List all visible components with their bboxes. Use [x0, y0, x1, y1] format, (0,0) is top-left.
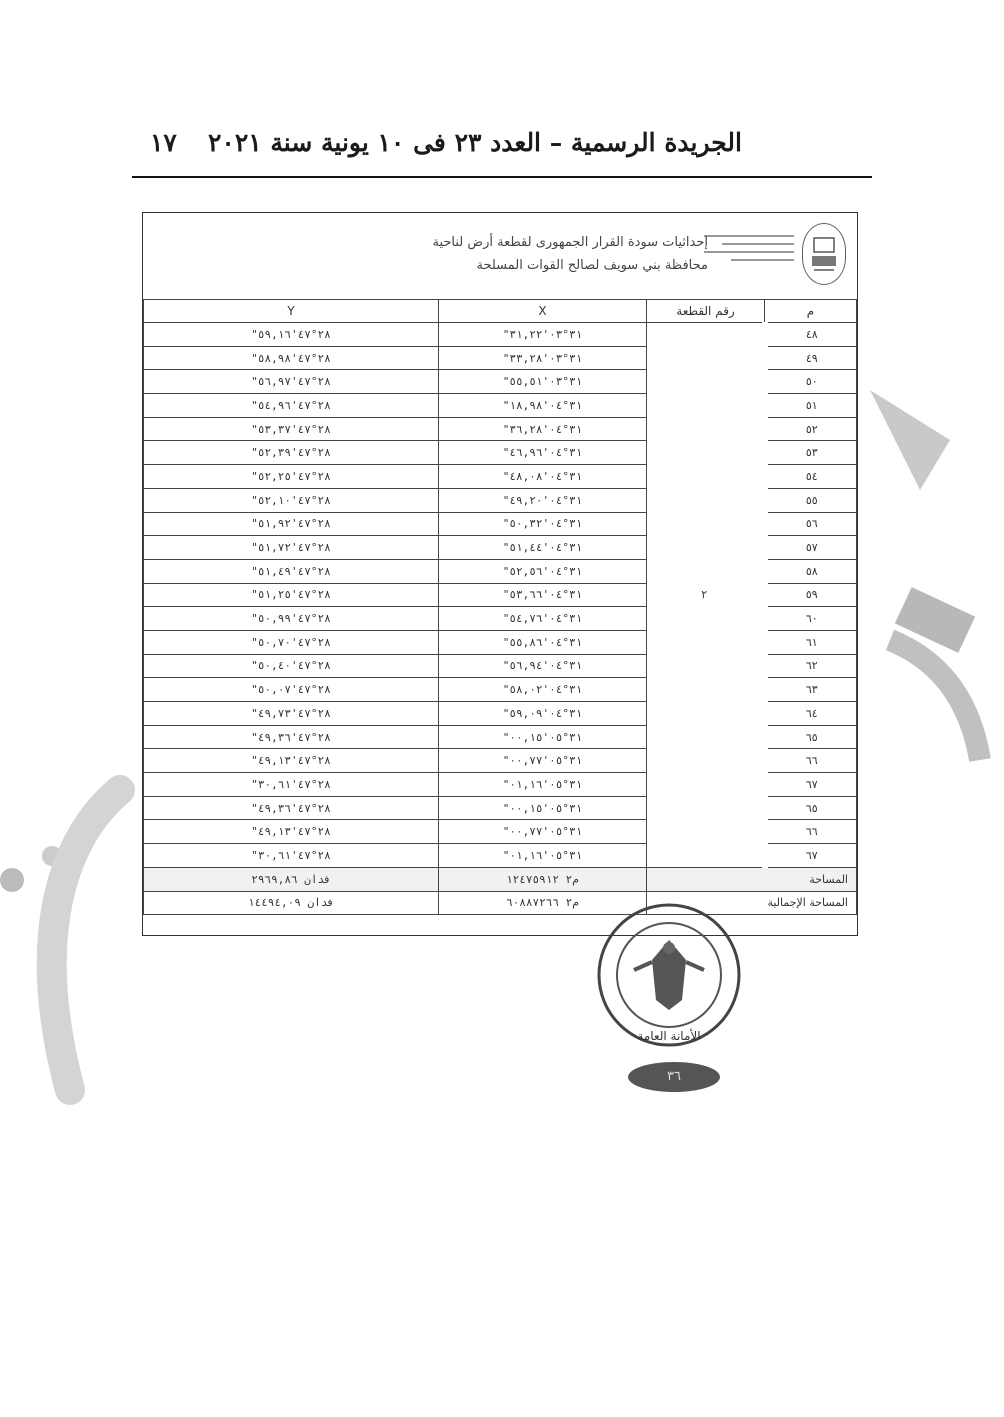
y-coordinate: ٢٨°٤٧'٥٠,٧٠": [144, 630, 439, 654]
row-number: ٥١: [765, 394, 857, 418]
area-sqm: م٢ ١٢٤٧٥٩١٢: [439, 867, 647, 891]
page-title: الجريدة الرسمية – العدد ٢٣ فى ١٠ يونية سنة ٢٠٢١: [207, 128, 742, 157]
y-coordinate: ٢٨°٤٧'٥٦,٩٧": [144, 370, 439, 394]
watermark-text-icon: [860, 380, 1004, 800]
row-number: ٦٦: [765, 820, 857, 844]
x-coordinate: ٣١°٠٣'٣١,٢٢": [439, 323, 647, 347]
total-area-row: [144, 891, 857, 915]
total-area-sqm: م٢ ٦٠٨٨٧٢٦٦: [439, 891, 647, 915]
table-body: [144, 323, 857, 868]
area-label: المساحة: [647, 867, 857, 891]
row-number: ٤٨: [765, 323, 857, 347]
total-area-feddan: فدان ١٤٤٩٤,٠٩: [144, 891, 439, 915]
y-coordinate: ٢٨°٤٧'٣٠,٦١": [144, 773, 439, 797]
row-number: ٥٥: [765, 488, 857, 512]
y-coordinate: ٢٨°٤٧'٥٢,٣٩": [144, 441, 439, 465]
x-coordinate: ٣١°٠٤'١٨,٩٨": [439, 394, 647, 418]
page-header: [132, 128, 872, 168]
table-row: [144, 323, 857, 347]
row-number: ٥٩: [765, 583, 857, 607]
table-header-row: [144, 300, 857, 323]
x-coordinate: ٣١°٠٥'٠٠,١٥": [439, 796, 647, 820]
row-number: ٦٦: [765, 749, 857, 773]
y-coordinate: ٢٨°٤٧'٥٨,٩٨": [144, 346, 439, 370]
row-number: ٥٢: [765, 417, 857, 441]
x-coordinate: ٣١°٠٤'٥٢,٥٦": [439, 559, 647, 583]
watermark-icon: [0, 760, 150, 1120]
y-coordinate: ٢٨°٤٧'٥٠,٤٠": [144, 654, 439, 678]
y-coordinate: ٢٨°٤٧'٥١,٧٢": [144, 536, 439, 560]
area-feddan: فدان ٢٩٦٩,٨٦: [144, 867, 439, 891]
x-coordinate: ٣١°٠٥'٠١,١٦": [439, 773, 647, 797]
total-area-label: المساحة الإجمالية: [647, 891, 857, 915]
col-header-x: X: [439, 300, 647, 323]
row-number: ٥٦: [765, 512, 857, 536]
x-coordinate: ٣١°٠٤'٥٩,٠٩": [439, 702, 647, 726]
coordinates-table: [143, 299, 857, 915]
y-coordinate: ٢٨°٤٧'٥١,٩٢": [144, 512, 439, 536]
x-coordinate: ٣١°٠٤'٤٨,٠٨": [439, 465, 647, 489]
x-coordinate: ٣١°٠٤'٥١,٤٤": [439, 536, 647, 560]
seal-number: ٣٦: [628, 1062, 720, 1092]
y-coordinate: ٢٨°٤٧'٥٠,٩٩": [144, 607, 439, 631]
area-row: [144, 867, 857, 891]
row-number: ٦٥: [765, 796, 857, 820]
row-number: ٥٤: [765, 465, 857, 489]
x-coordinate: ٣١°٠٣'٥٥,٥١": [439, 370, 647, 394]
logo-lines-icon: [704, 235, 794, 275]
row-number: ٦٥: [765, 725, 857, 749]
col-header-num: م: [765, 300, 857, 323]
heading-line-2: محافظة بني سويف لصالح القوات المسلحة: [476, 258, 708, 273]
col-header-plot: رقم القطعة: [647, 300, 765, 323]
x-coordinate: ٣١°٠٣'٣٣,٢٨": [439, 346, 647, 370]
y-coordinate: ٢٨°٤٧'٥٣,٣٧": [144, 417, 439, 441]
y-coordinate: ٢٨°٤٧'٤٩,٣٦": [144, 796, 439, 820]
x-coordinate: ٣١°٠٤'٤٦,٩٦": [439, 441, 647, 465]
y-coordinate: ٢٨°٤٧'٥١,٢٥": [144, 583, 439, 607]
row-number: ٦٢: [765, 654, 857, 678]
x-coordinate: ٣١°٠٤'٥٣,٦٦": [439, 583, 647, 607]
x-coordinate: ٣١°٠٥'٠٠,٧٧": [439, 749, 647, 773]
header-divider: [132, 176, 872, 178]
x-coordinate: ٣١°٠٤'٥٥,٨٦": [439, 630, 647, 654]
y-coordinate: ٢٨°٤٧'٤٩,٣٦": [144, 725, 439, 749]
official-seal-icon: [594, 900, 744, 1050]
x-coordinate: ٣١°٠٥'٠٠,١٥": [439, 725, 647, 749]
row-number: ٦٧: [765, 844, 857, 868]
y-coordinate: ٢٨°٤٧'٥٢,١٠": [144, 488, 439, 512]
x-coordinate: ٣١°٠٤'٥٤,٧٦": [439, 607, 647, 631]
row-number: ٥٠: [765, 370, 857, 394]
heading-line-1: إحداثيات سودة القرار الجمهورى لقطعة أرض لناحية: [432, 235, 708, 250]
row-number: ٦٣: [765, 678, 857, 702]
seal-text: الأمانة العامة: [637, 1029, 701, 1043]
y-coordinate: ٢٨°٤٧'٥٠,٠٧": [144, 678, 439, 702]
x-coordinate: ٣١°٠٤'٣٦,٢٨": [439, 417, 647, 441]
page-number: ١٧: [150, 128, 177, 157]
row-number: ٦١: [765, 630, 857, 654]
document-heading: [143, 213, 856, 300]
row-number: ٦٧: [765, 773, 857, 797]
y-coordinate: ٢٨°٤٧'٤٩,٧٣": [144, 702, 439, 726]
y-coordinate: ٢٨°٤٧'٥٤,٩٦": [144, 394, 439, 418]
x-coordinate: ٣١°٠٥'٠٠,٧٧": [439, 820, 647, 844]
x-coordinate: ٣١°٠٤'٥٦,٩٤": [439, 654, 647, 678]
y-coordinate: ٢٨°٤٧'٤٩,١٣": [144, 749, 439, 773]
coordinates-document: [142, 212, 858, 936]
y-coordinate: ٢٨°٤٧'٥٩,١٦": [144, 323, 439, 347]
row-number: ٦٤: [765, 702, 857, 726]
x-coordinate: ٣١°٠٥'٠١,١٦": [439, 844, 647, 868]
y-coordinate: ٢٨°٤٧'٤٩,١٣": [144, 820, 439, 844]
row-number: ٥٧: [765, 536, 857, 560]
y-coordinate: ٢٨°٤٧'٥١,٤٩": [144, 559, 439, 583]
x-coordinate: ٣١°٠٤'٤٩,٢٠": [439, 488, 647, 512]
plot-number: ٢: [647, 323, 765, 868]
row-number: ٤٩: [765, 346, 857, 370]
x-coordinate: ٣١°٠٤'٥٨,٠٢": [439, 678, 647, 702]
row-number: ٦٠: [765, 607, 857, 631]
row-number: ٥٨: [765, 559, 857, 583]
emblem-icon: [802, 223, 846, 285]
col-header-y: Y: [144, 300, 439, 323]
x-coordinate: ٣١°٠٤'٥٠,٣٢": [439, 512, 647, 536]
y-coordinate: ٢٨°٤٧'٣٠,٦١": [144, 844, 439, 868]
y-coordinate: ٢٨°٤٧'٥٢,٢٥": [144, 465, 439, 489]
row-number: ٥٣: [765, 441, 857, 465]
